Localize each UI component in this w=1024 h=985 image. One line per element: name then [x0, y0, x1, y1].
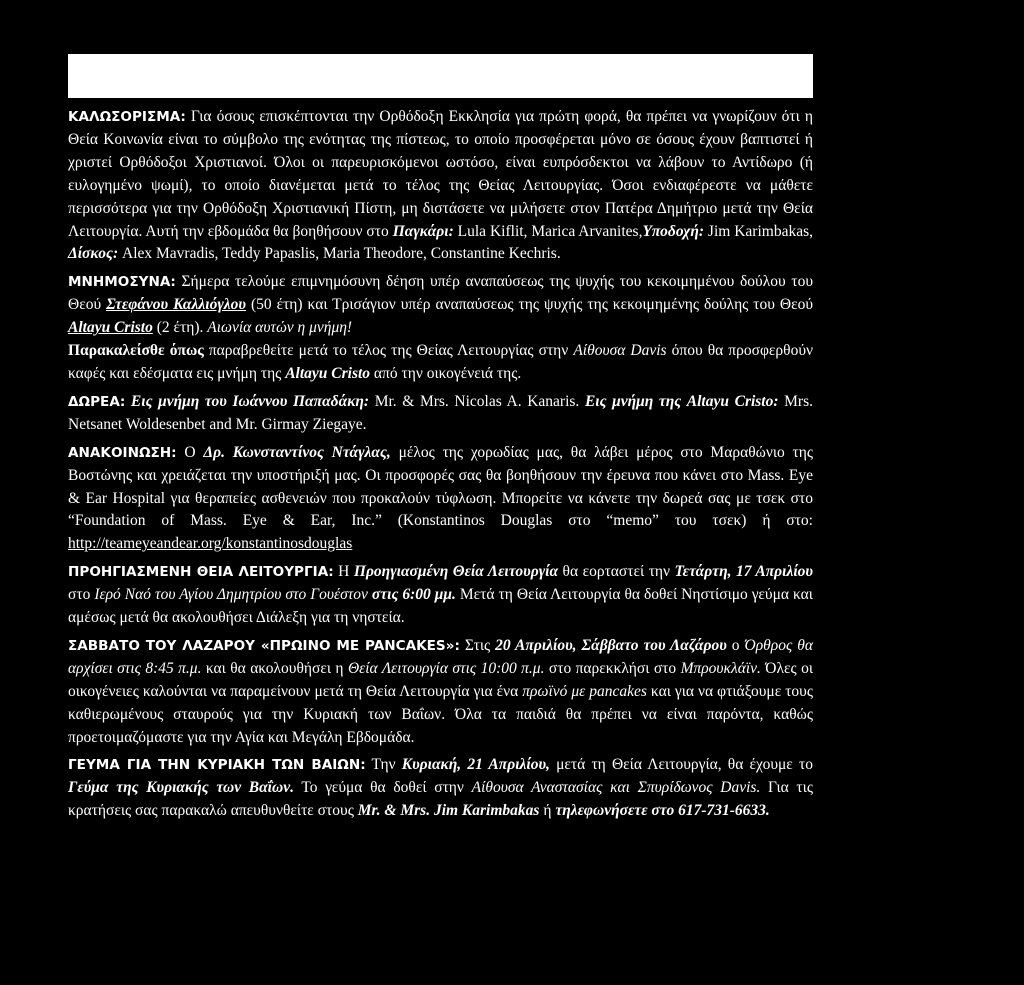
announcement-text-1: Ο: [176, 443, 204, 461]
palm-lunch-section: [68, 754, 813, 823]
donations-section: [68, 391, 813, 437]
lazarus-text-1: Στις: [459, 636, 496, 654]
lazarus-label: ΣΑΒΒΑΤΟ ΤΟΥ ΛΑΖΑΡΟΥ «ΠΡΩΙΝΟ ΜΕ PANCAKES»:: [68, 637, 460, 654]
memorial-name-2: Altayu Cristo: [68, 319, 153, 337]
memorials-text: Σήμερα τελούμε επιμνημόσυνη δέηση υπέρ αναπαύσεως της ψυχής του κεκοιμημένου δούλου του Θεού: [68, 273, 813, 314]
palm-lunch-text-3: Το γεύμα θα δοθεί στην: [293, 779, 472, 797]
pangari-label: Παγκάρι:: [392, 222, 454, 240]
announcement-section: [68, 442, 813, 557]
presanctified-day: Τετάρτη, 17 Απριλίου: [674, 563, 813, 581]
palm-lunch-text-2: μετά τη Θεία Λειτουργία, θα έχουμε το: [549, 756, 813, 774]
invite-text-1: παραβρεθείτε μετά το τέλος της Θείας Λειτουργίας στην: [203, 342, 574, 360]
lazarus-text-2: ο: [726, 636, 745, 654]
pangari-names: Lula Kiflit, Marica Arvanites,: [453, 222, 643, 240]
invite-hall: Αίθουσα Davis: [573, 342, 667, 360]
donation-link[interactable]: http://teameyeandear.org/konstantinosdouglas: [68, 535, 353, 553]
presanctified-text-2: θα εορταστεί την: [558, 563, 675, 581]
palm-lunch-text-4: Για τις κρατήσεις σας παρακαλώ απευθυνθείτε στους: [68, 779, 813, 820]
welcome-section: [68, 106, 813, 266]
welcome-text: Για όσους επισκέπτονται την Ορθόδοξη Εκκλησία για πρώτη φορά, θα πρέπει να γνωρίζουν ότι η Θεία Κοινωνία είναι το σύμβολο της ενότητας της πίστεως, το οποίο προσφέρεται μόνο σε όσους έχουν βαπτιστεί ή χριστεί Ορθόδοξοι Χριστιανοί. Όλοι οι παρευρισκόμενοι ωστόσο, είναι ευπρόσδεκτοι να λάβουν το Αντίδωρο (ή ευλογημένο ψωμί), το οποίο διανέμεται μετά το τέλος της Θείας Λειτουργίας. Όσοι ενδιαφέρεστε να μάθετε περισσότερα για την Ορθόδοξη Χριστιανική Πίστη, μη διστάσετε να μιλήσετε στον Πατέρα Δημήτριο μετά την Θεία Λειτουργία. Αυτή την εβδομάδα θα βοηθήσουν στο: [68, 108, 813, 240]
presanctified-time: στις 6:00 μμ.: [367, 586, 456, 604]
presanctified-text-3: στο: [68, 586, 95, 604]
donation-memory-1: Εις μνήμη του Ιωάννου Παπαδάκη:: [130, 392, 370, 410]
lazarus-section: [68, 635, 813, 750]
donation-donors-2: Mrs. Netsanet Woldesenbet and Mr. Girmay Ziegaye.: [68, 392, 814, 433]
donation-memory-2: Εις μνήμη της Altayu Cristo:: [584, 392, 779, 410]
bulletin-content: [68, 106, 813, 828]
lazarus-text-3: και θα ακολουθήσει η: [201, 659, 348, 677]
presanctified-liturgy: Προηγιασμένη Θεία Λειτουργία: [353, 563, 559, 581]
palm-lunch-meal: Γεύμα της Κυριακής των Βαΐων.: [68, 779, 294, 797]
invite-lead: Παρακαλείσθε όπως: [68, 342, 204, 360]
palm-lunch-phone: τηλεφωνήσετε στο 617-731-6633.: [555, 802, 770, 820]
lazarus-liturgy: Θεία Λειτουργία στις 10:00 π.μ.: [347, 659, 545, 677]
memorials-text-3: (2 έτη).: [152, 319, 208, 337]
lazarus-date: 20 Απριλίου, Σάββατο του Λαζάρου: [495, 636, 727, 654]
presanctified-text-1: Η: [333, 563, 354, 581]
reception-label: Υποδοχή:: [642, 222, 704, 240]
presanctified-label: ΠΡΟΗΓΙΑΣΜΕΝΗ ΘΕΙΑ ΛΕΙΤΟΥΡΓΙΑ:: [68, 564, 334, 581]
palm-lunch-hall: Αίθουσα Αναστασίας και Σπυρίδωνος Davis.: [471, 779, 761, 797]
presanctified-text-4: Μετά τη Θεία Λειτουργία θα δοθεί Νηστίσιμο γεύμα και αμέσως μετά θα ακολουθήσει Διάλεξη για τη νηστεία.: [68, 586, 813, 627]
memorials-closing: Αιωνία αυτών η μνήμη!: [207, 319, 353, 337]
donations-label: ΔΩΡΕΑ:: [68, 393, 126, 410]
memorials-section: [68, 271, 813, 386]
diskos-label: Δίσκος:: [68, 245, 119, 263]
lazarus-text-5: Όλες οι οικογένειες καλούνται να παραμείνουν μετά τη Θεία Λειτουργία για ένα: [68, 659, 813, 700]
invite-name: Altayu Cristo: [285, 364, 371, 382]
presanctified-church: Ιερό Ναό του Αγίου Δημητρίου στο Γουέστον: [94, 586, 368, 604]
lazarus-breakfast: πρωϊνό με pancakes: [522, 682, 647, 700]
palm-lunch-text-1: Την: [365, 756, 402, 774]
lazarus-text-6: και για να φτιάξουμε τους καθιερωμένους σταυρούς για την Κυριακή των Βαΐων. Όλα τα παιδιά θα πρέπει να είναι παρόντα, καθώς προετοιμαζόμαστε για την Αγία και Μεγάλη Εβδομάδα.: [68, 682, 813, 746]
invite-text-2: όπου θα προσφερθούν καφές και εδέσματα εις μνήμη της: [68, 342, 813, 382]
palm-lunch-contact: Mr. & Mrs. Jim Karimbakas: [357, 802, 540, 820]
palm-lunch-text-5: ή: [539, 802, 556, 820]
announcement-name: Δρ. Κωνσταντίνος Ντάγλας,: [203, 443, 391, 461]
palm-lunch-label: ΓΕΥΜΑ ΓΙΑ ΤΗΝ ΚΥΡΙΑΚΗ ΤΩΝ ΒΑΙΩΝ:: [68, 757, 366, 774]
lazarus-place: Μπρουκλάϊν.: [680, 659, 761, 677]
lazarus-orthros: Όρθρος θα αρχίσει στις 8:45 π.μ.: [68, 636, 813, 677]
diskos-names: Alex Mavradis, Teddy Papaslis, Maria Theodore, Constantine Kechris.: [118, 245, 561, 263]
invite-text-3: από την οικογένειά της.: [370, 364, 522, 382]
lazarus-text-4: στο παρεκκλήσι στο: [544, 659, 681, 677]
header-bar: [68, 54, 813, 98]
memorials-text-2: (50 έτη) και Τρισάγιον υπέρ αναπαύσεως της ψυχής της κεκοιμημένης δούλης του Θεού: [246, 296, 814, 314]
donation-donors-1: Mr. & Mrs. Nicolas A. Kanaris.: [369, 392, 585, 410]
welcome-label: ΚΑΛΩΣΟΡΙΣΜΑ:: [68, 109, 186, 125]
announcement-label: ΑΝΑΚΟΙΝΩΣΗ:: [68, 444, 177, 461]
memorial-name-1: Στεφάνου Καλλιόγλου: [106, 296, 246, 314]
reception-names: Jim Karimbakas,: [704, 222, 813, 240]
palm-lunch-date: Κυριακή, 21 Απριλίου,: [401, 756, 550, 774]
memorials-label: ΜΝΗΜΟΣΥΝΑ:: [68, 274, 176, 291]
presanctified-section: [68, 561, 813, 630]
announcement-text-2: μέλος της χορωδίας μας, θα λάβει μέρος στο Μαραθώνιο της Βοστώνης και χρειάζεται την υποστήριξή μας. Οι προσφορές σας θα βοηθήσουν την έρευνα που κάνει στο Mass. Eye & Ear Hospital για θεραπείες ασθενειών που προκαλούν τύφλωση. Μπορείτε να κάνετε την δωρεά σας με τσεκ στο “Foundation of Mass. Eye & Ear, Inc.” (Konstantinos Douglas στο “memo” του τσεκ) ή στο:: [68, 443, 813, 530]
